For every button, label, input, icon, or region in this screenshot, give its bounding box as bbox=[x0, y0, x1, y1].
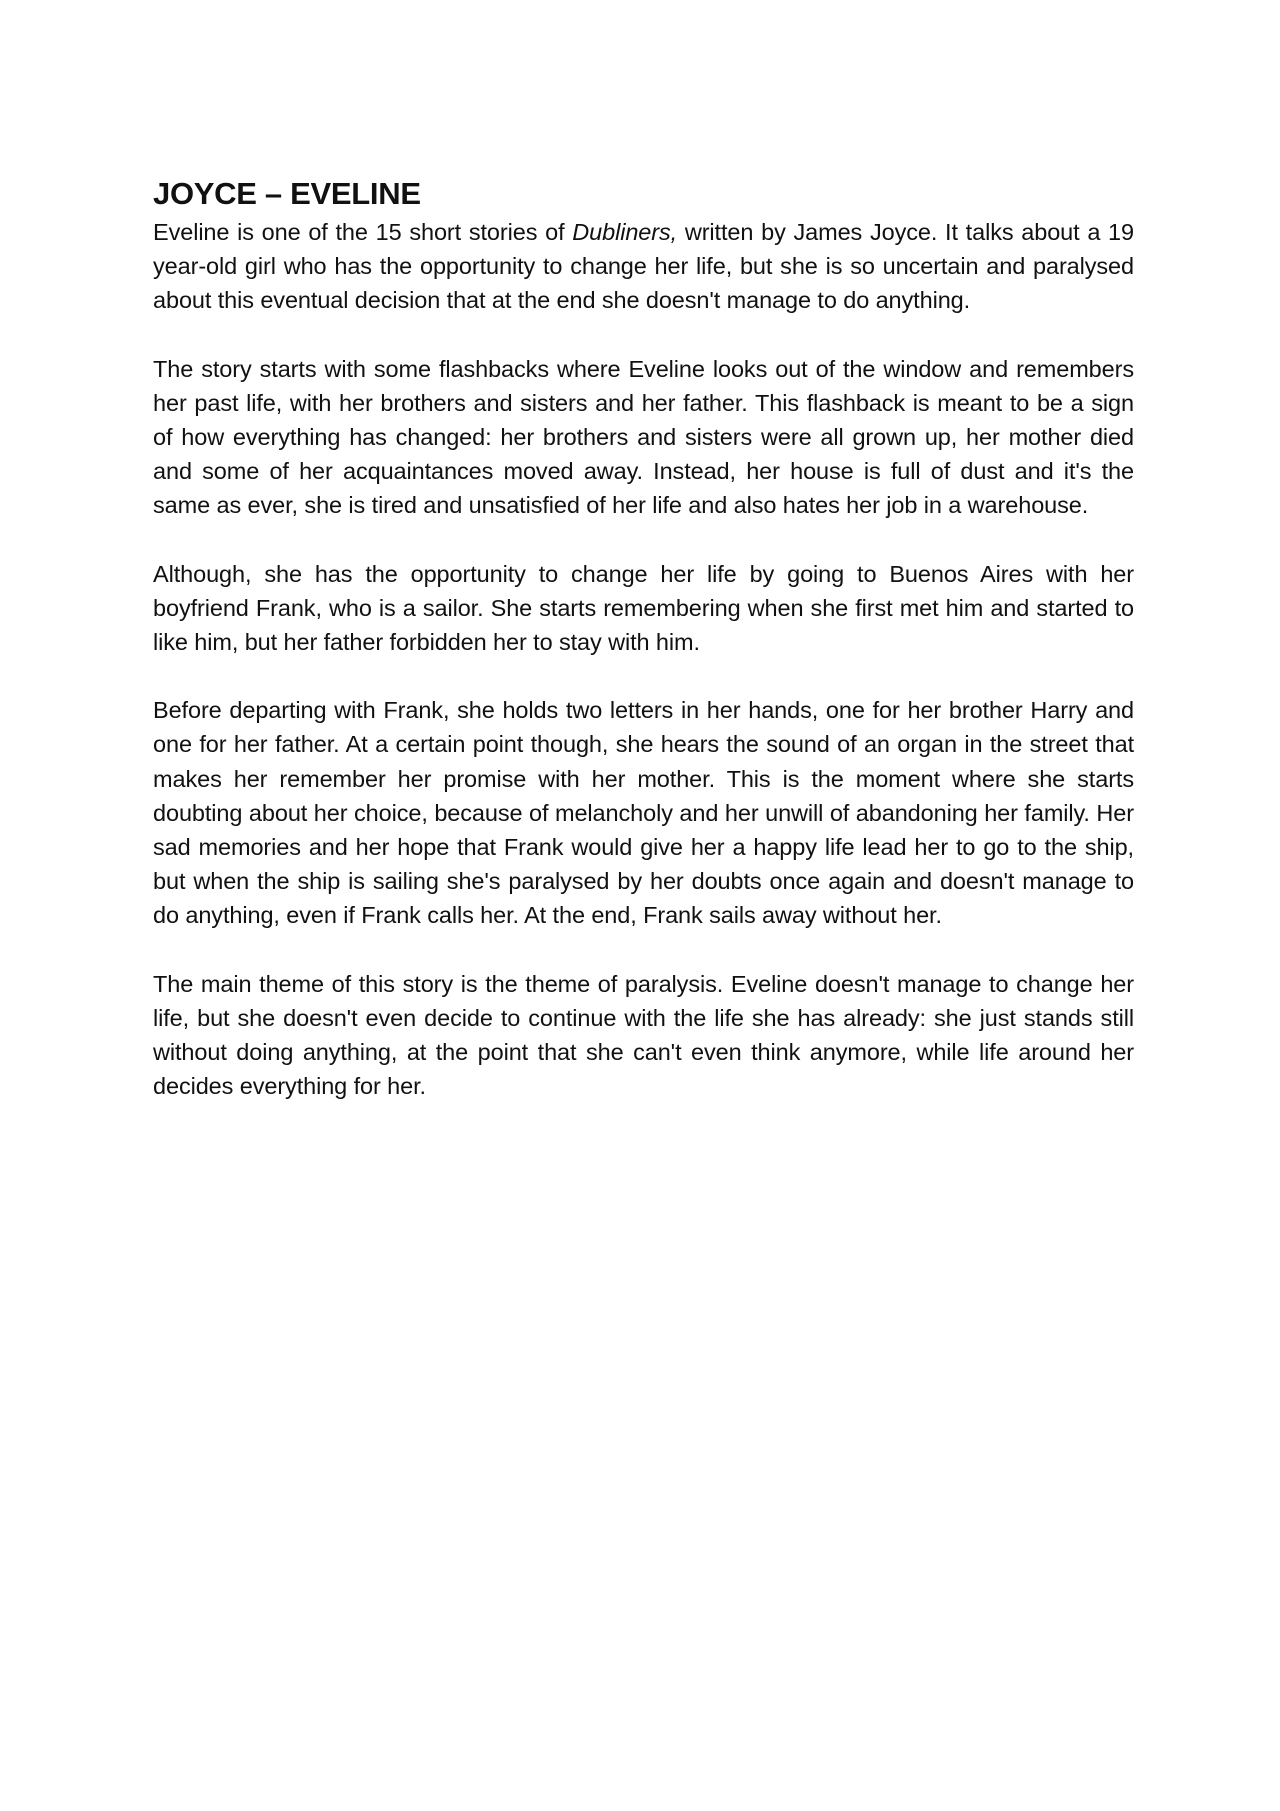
paragraph-flashbacks: The story starts with some flashbacks where Eveline looks out of the window and remembers her past life, with her brothers and sisters and her father. This flashback is meant to be a sign of how everything has changed: her brothers and sisters were all grown up, her mother died and some of her acquaintances moved away. Instead, her house is full of dust and it's the same as ever, she is tired and unsatisfied of her life and also hates her job in a warehouse. bbox=[153, 355, 1134, 519]
paragraph-theme: The main theme of this story is the theme of paralysis. Eveline doesn't manage to change her life, but she doesn't even decide to continue with the life she has already: she just stands still without doing anything, at the point that she can't even think anymore, while life around her decides everything for her. bbox=[153, 970, 1134, 1100]
paragraph-departure: Before departing with Frank, she holds two letters in her hands, one for her brother Harry and one for her father. At a certain point though, she hears the sound of an organ in the street that makes her remember her promise with her mother. This is the moment where she starts doubting about her choice, because of melancholy and her unwill of abandoning her family. Her sad memories and her hope that Frank would give her a happy life lead her to go to the ship, but when the ship is sailing she's paralysed by her doubts once again and doesn't manage to do anything, even if Frank calls her. At the end, Frank sails away without her. bbox=[153, 697, 1134, 929]
paragraph-intro-text-end: written by James Joyce. It talks about a 19 year-old girl who has the opportunity to change her life, but she is so uncertain and paralysed about this eventual decision that at the end she doesn't manage to do anything. bbox=[153, 219, 1134, 314]
document-page bbox=[153, 175, 1134, 1103]
book-title-italic: Dubliners, bbox=[572, 219, 678, 245]
document-title: JOYCE – EVELINE bbox=[153, 176, 421, 211]
paragraph-intro bbox=[153, 215, 1134, 318]
paragraph-intro-text-start: Eveline is one of the 15 short stories of bbox=[153, 219, 573, 245]
paragraph-opportunity: Although, she has the opportunity to change her life by going to Buenos Aires with her boyfriend Frank, who is a sailor. She starts remembering when she first met him and started to like him, but her father forbidden her to stay with him. bbox=[153, 560, 1134, 656]
